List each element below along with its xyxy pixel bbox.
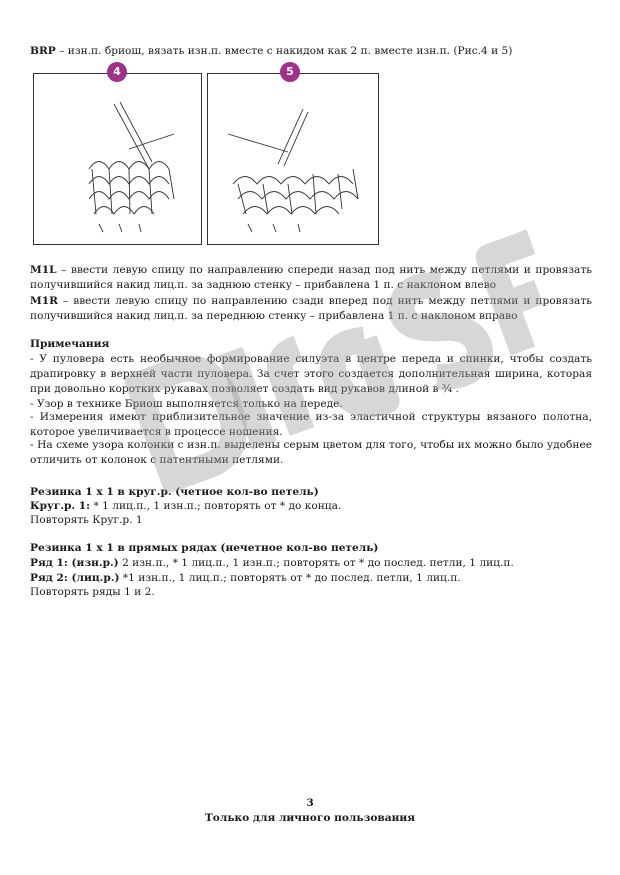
footer-note: Только для личного пользования <box>204 812 416 824</box>
page-number: 3 <box>306 797 314 809</box>
figure-5-badge: 5 <box>280 62 300 82</box>
rib-round-row-label: Круг.р. 1: <box>30 500 91 512</box>
rib-flat-repeat: Повторять ряды 1 и 2. <box>30 586 155 598</box>
brp-desc: – изн.п. бриош, вязать изн.п. вместе с накидом как 2 п. вместе изн.п. (Рис.4 и 5) <box>55 45 513 57</box>
rib-flat-row-1-label: Ряд 1: (изн.р.) <box>30 557 119 569</box>
rib-round-repeat: Повторять Круг.р. 1 <box>30 514 143 526</box>
rib-flat-row-2-text: *1 изн.п., 1 лиц.п.; повторять от * до послед. петли, 1 лиц.п. <box>119 572 461 584</box>
notes-title: Примечания <box>30 338 110 350</box>
rib-flat-title: Резинка 1 х 1 в прямых рядах (нечетное кол-во петель) <box>30 542 379 554</box>
rib-flat-row-2-label: Ряд 2: (лиц.р.) <box>30 572 120 584</box>
rib-flat-row-1 <box>30 556 592 571</box>
m1r-definition <box>30 294 592 324</box>
brioche-knitting-illustration-4 <box>34 74 201 244</box>
notes-paragraph-4: - На схеме узора колонки с изн.п. выделены серым цветом для того, чтобы их можно было удобнее отличить от колонок с патентными петлями. <box>30 439 592 466</box>
rib-round-title: Резинка 1 х 1 в круг.р. (четное кол-во петель) <box>30 486 319 498</box>
rib-round-row-text: * 1 лиц.п., 1 изн.п.; повторять от * до конца. <box>90 500 342 512</box>
figure-4 <box>33 73 202 245</box>
notes-paragraph-1: - У пуловера есть необычное формирование силуэта в центре переда и спинки, чтобы создать драпировку в верхней части пуловера. За счет этого создается дополнительная ширина, которая при довольно коротких рукавах позволяет создать вид рукавов длиной в ¾ . <box>30 353 592 395</box>
brp-term: BRP <box>30 45 56 57</box>
notes-paragraph-2: - Узор в технике Бриош выполняется только на переде. <box>30 398 343 410</box>
m1r-term: M1R <box>30 295 58 307</box>
rib-flat-row-2 <box>30 571 592 586</box>
figure-5 <box>207 73 379 245</box>
figure-4-badge: 4 <box>107 62 127 82</box>
notes-paragraph-3: - Измерения имеют приблизительное значение из-за эластичной структуры вязаного полотна, которое увеличивается в процессе ношения. <box>30 411 592 438</box>
brp-definition <box>30 44 592 59</box>
m1r-desc: – ввести левую спицу по направлению сзади вперед под нить между петлями и провязать получившийся накид лиц.п. за переднюю стенку – прибавлена 1 п. с наклоном вправо <box>30 295 592 322</box>
m1l-definition <box>30 263 592 293</box>
rib-flat-row-1-text: 2 изн.п., * 1 лиц.п., 1 изн.п.; повторять от * до послед. петли, 1 лиц.п. <box>118 557 514 569</box>
rib-round-row <box>30 499 592 514</box>
brioche-knitting-illustration-5 <box>208 74 378 244</box>
m1l-term: M1L <box>30 264 57 276</box>
m1l-desc: – ввести левую спицу по направлению спереди назад под нить между петлями и провязать получившийся накид лиц.п. за заднюю стенку – прибавлена 1 п. с наклоном влево <box>30 264 592 291</box>
